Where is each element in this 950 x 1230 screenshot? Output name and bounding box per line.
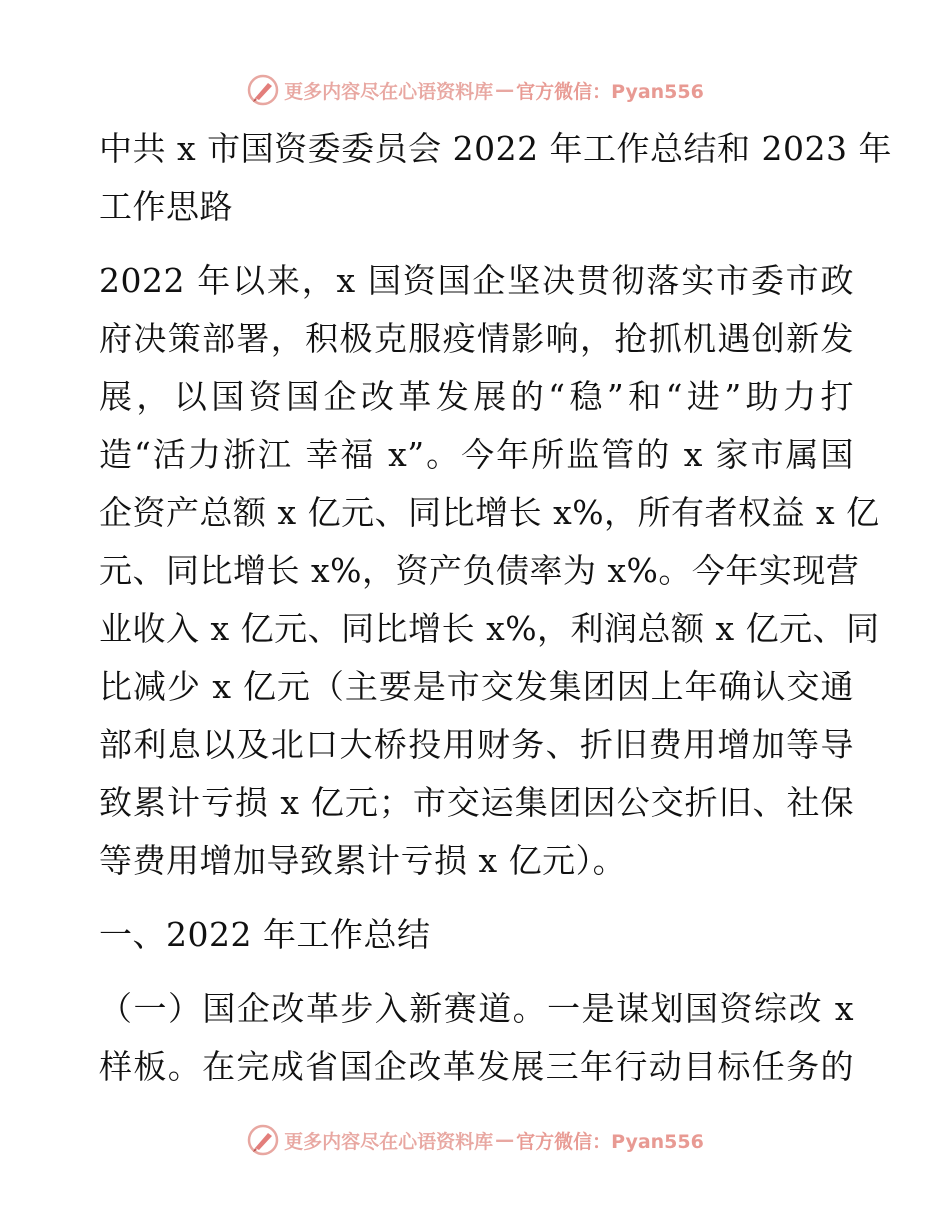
paragraph-line: 比减少 x 亿元（主要是市交发集团因上年确认交通 — [99, 667, 854, 706]
paragraph-line: 样板。在完成省国企改革发展三年行动目标任务的 — [99, 1047, 854, 1086]
paragraph-line: 元、同比增长 x%，资产负债率为 x%。今年实现营 — [99, 551, 860, 590]
paragraph-line: 企资产总额 x 亿元、同比增长 x%，所有者权益 x 亿 — [99, 493, 880, 532]
title-line: 中共 x 市国资委委员会 2022 年工作总结和 2023 年 — [99, 129, 893, 168]
paragraph-line: （一）国企改革步入新赛道。一是谋划国资综改 x — [99, 989, 854, 1028]
document-body — [99, 120, 893, 1096]
pen-logo-icon — [246, 1123, 280, 1157]
watermark-separator: — — [495, 79, 515, 101]
title-line: 工作思路 — [99, 187, 233, 226]
document-title — [99, 120, 893, 236]
paragraph-line: 造“活力浙江 幸福 x”。今年所监管的 x 家市属国 — [99, 435, 855, 474]
paragraph-line: 府决策部署，积极克服疫情影响，抢抓机遇创新发 — [99, 319, 854, 358]
watermark-text: 更多内容尽在心语资料库 — [284, 80, 494, 103]
paragraph-line: 致累计亏损 x 亿元；市交运集团因公交折旧、社保 — [99, 783, 854, 822]
paragraph-line: 2022 年以来，x 国资国企坚决贯彻落实市委市政 — [99, 261, 854, 300]
watermark-header — [0, 70, 950, 110]
watermark-text: 更多内容尽在心语资料库 — [284, 1130, 494, 1153]
paragraph-line: 展，以国资国企改革发展的“稳”和“进”助力打 — [99, 377, 854, 416]
pen-logo-icon — [246, 73, 280, 107]
section-heading: 一、2022 年工作总结 — [99, 915, 431, 954]
watermark-contact: 官方微信：Pyan556 — [516, 80, 704, 103]
subsection-paragraph — [99, 980, 854, 1096]
watermark-separator: — — [495, 1129, 515, 1151]
intro-paragraph — [99, 252, 880, 890]
paragraph-line: 等费用增加导致累计亏损 x 亿元）。 — [99, 841, 627, 880]
watermark-footer — [0, 1120, 950, 1160]
paragraph-line: 业收入 x 亿元、同比增长 x%，利润总额 x 亿元、同 — [99, 609, 880, 648]
watermark-contact: 官方微信：Pyan556 — [516, 1130, 704, 1153]
paragraph-line: 部利息以及北口大桥投用财务、折旧费用增加等导 — [99, 725, 854, 764]
